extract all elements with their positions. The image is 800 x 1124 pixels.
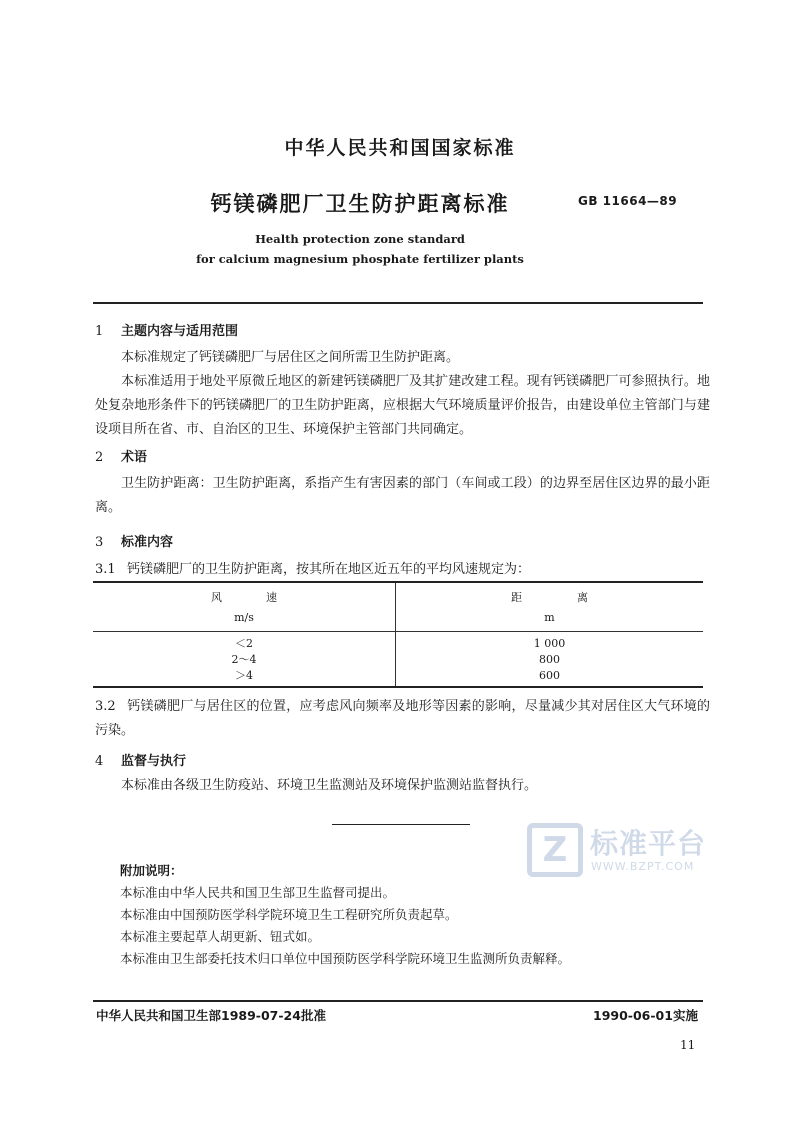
section-title: 监督与执行 — [121, 754, 187, 769]
clause-number: 3.2 — [95, 699, 116, 714]
wind-speed-unit: m/s — [93, 607, 395, 632]
section-title: 标准内容 — [121, 535, 174, 550]
header-rule — [93, 302, 703, 304]
table-row — [93, 667, 703, 686]
section-1-heading — [95, 320, 238, 339]
clause-text: 钙镁磷肥厂的卫生防护距离，按其所在地区近五年的平均风速规定为： — [127, 562, 531, 577]
table-row — [93, 632, 703, 652]
clause-text: 钙镁磷肥厂与居住区的位置，应考虑风向频率及地形等因素的影响，尽量减少其对居住区大气环境的污染。 — [95, 699, 710, 738]
distance-unit: m — [395, 607, 703, 632]
note-line: 本标准由中国预防医学科学院环境卫生工程研究所负责起草。 — [120, 907, 458, 922]
watermark-url: WWW.BZPT.COM — [591, 860, 695, 873]
table-row — [93, 651, 703, 667]
wind-speed-cell: ＞4 — [234, 669, 253, 682]
clause-3-1 — [95, 558, 710, 582]
english-title-line2: for calcium magnesium phosphate fertilizer plants — [196, 252, 524, 266]
distance-header: 距 离 — [395, 583, 703, 607]
footer-rule — [93, 1000, 703, 1002]
approval-date: 中华人民共和国卫生部1989-07-24批准 — [96, 1008, 326, 1023]
section-4-paragraph: 本标准由各级卫生防疫站、环境卫生监测站及环境保护监测站监督执行。 — [121, 778, 538, 793]
notes-title: 附加说明： — [120, 863, 183, 878]
section-1-paragraph-1: 本标准规定了钙镁磷肥厂与居住区之间所需卫生防护距离。 — [121, 350, 460, 365]
note-line: 本标准主要起草人胡更新、钮式如。 — [120, 929, 321, 944]
section-4-heading — [95, 750, 186, 769]
distance-cell: 800 — [395, 651, 703, 667]
effective-date: 1990-06-01实施 — [593, 1008, 698, 1023]
wind-speed-header: 风 速 — [210, 591, 277, 604]
section-number: 1 — [95, 324, 104, 339]
section-3-heading — [95, 531, 173, 550]
standard-code: GB 11664—89 — [578, 194, 678, 208]
clause-number: 3.1 — [95, 562, 116, 577]
distance-cell: 1 000 — [395, 632, 703, 652]
wind-speed-cell: 2～4 — [231, 653, 257, 666]
clause-3-2 — [95, 695, 710, 743]
section-number: 2 — [95, 450, 104, 465]
document-title: 钙镁磷肥厂卫生防护距离标准 — [210, 192, 510, 216]
section-title: 主题内容与适用范围 — [121, 324, 239, 339]
section-1-paragraph-2: 本标准适用于地处平原微丘地区的新建钙镁磷肥厂及其扩建改建工程。现有钙镁磷肥厂可参照执行。地处复杂地形条件下的钙镁磷肥厂的卫生防护距离，应根据大气环境质量评价报告，由建设单位主管部门与建设项目所在省、市、自治区的卫生、环境保护主管部门共同确定。 — [95, 374, 710, 437]
section-number: 4 — [95, 754, 104, 769]
section-2-heading — [95, 446, 147, 465]
section-number: 3 — [95, 535, 104, 550]
section-title: 术语 — [121, 450, 148, 465]
national-standard-heading: 中华人民共和国国家标准 — [284, 137, 516, 159]
watermark-logo-icon: Z — [527, 823, 583, 877]
page-number: 11 — [680, 1038, 696, 1052]
watermark-text: 标准平台 — [590, 827, 707, 860]
distance-cell: 600 — [395, 667, 703, 686]
end-divider — [332, 824, 470, 825]
wind-speed-cell: ＜2 — [234, 637, 253, 650]
note-line: 本标准由中华人民共和国卫生部卫生监督司提出。 — [120, 885, 396, 900]
section-2-paragraph: 卫生防护距离：卫生防护距离，系指产生有害因素的部门（车间或工段）的边界至居住区边界的最小距离。 — [95, 476, 710, 515]
english-title-line1: Health protection zone standard — [255, 232, 465, 246]
wind-distance-table — [93, 581, 703, 688]
note-line: 本标准由卫生部委托技术归口单位中国预防医学科学院环境卫生监测所负责解释。 — [120, 951, 571, 966]
